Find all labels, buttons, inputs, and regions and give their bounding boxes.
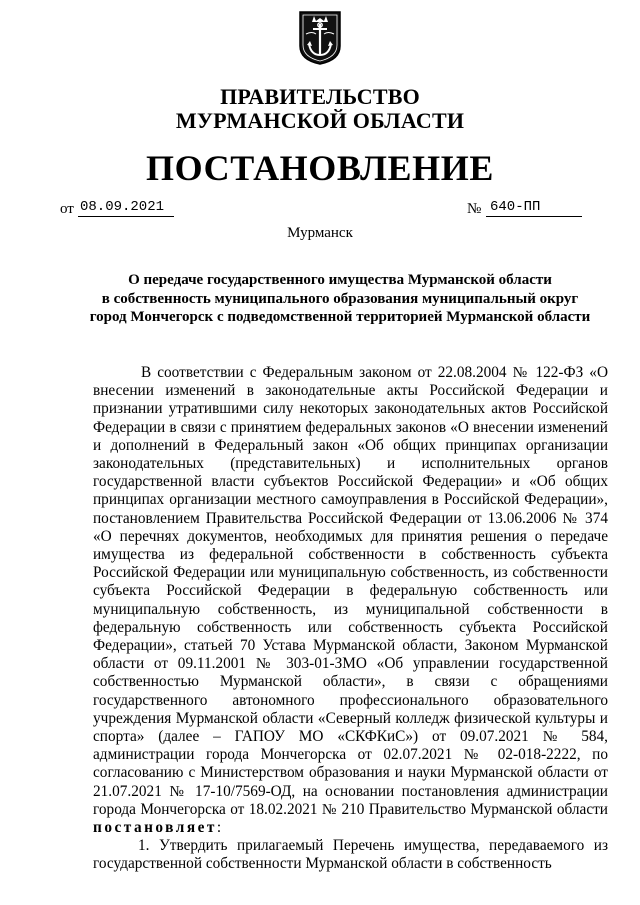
document-date: 08.09.2021 <box>78 199 174 217</box>
preamble-text: В соответствии с Федеральным законом от 22.08.2004 № 122-ФЗ «О внесении изменений в законодательные акты Российской Федерации и признании утратившими силу некоторых законодательных актов Российской Федерации в связи с принятием федеральных законов «О внесении изменений и дополнений в Федеральный закон «Об общих принципах организации законодательных (представительных) и исполнительных органов государственной власти субъектов Российской Федерации» и «Об общих принципах организации местного самоуправления в Российской Федерации», постановлением Правительства Российской Федерации от 13.06.2006 № 374 «О перечнях документов, необходимых для принятия решения о передаче имущества из федеральной собственности в собственность субъекта Российской Федерации или муниципальную собственность, из собственности субъекта Российской Федерации в федеральную собственность или муниципальную собственность, из муниципальной собственности в федеральную собственность или собственность субъекта Российской Федерации», статьей 70 Устава Мурманской области, Законом Мурманской области от 09.11.2001 № 303-01-ЗМО «Об управлении государственной собственностью Мурманской области», в связи с обращениями государственного автономного профессионального образовательного учреждения Мурманской области «Северный колледж физической культуры и спорта» (далее – ГАПОУ МО «СКФКиС») от 09.07.2021 № 584, администрации города Мончегорска от 02.07.2021 № 02-018-2222, по согласованию с Министерством образования и науки Мурманской области от 21.07.2021 № 17-10/7569-ОД, на основании постановления администрации города Мончегорска от 18.02.2021 № 210 Правительство Мурманской области <box>93 364 608 818</box>
document-subject <box>60 271 620 327</box>
document-type-title: ПОСТАНОВЛЕНИЕ <box>146 148 494 188</box>
subject-line: город Мончегорск с подведомственной территорией Мурманской области <box>89 309 591 325</box>
murmansk-region-coat-of-arms-icon <box>298 10 342 66</box>
decree-colon: : <box>216 819 222 837</box>
preamble-paragraph <box>93 364 608 837</box>
decree-item-1: 1. Утвердить прилагаемый Перечень имущества, передаваемого из государственной собственности Мурманской области в собственность <box>93 837 608 873</box>
subject-line: О передаче государственного имущества Мурманской области <box>128 272 552 288</box>
issue-city: Мурманск <box>287 225 353 241</box>
government-name-line2: МУРМАНСКОЙ ОБЛАСТИ <box>175 108 465 133</box>
subject-line: в собственность муниципального образования муниципальный округ <box>101 290 579 307</box>
document-body <box>93 364 608 874</box>
decree-word: постановляет <box>93 819 217 837</box>
number-prefix-label: № <box>467 201 482 217</box>
document-number: 640-ПП <box>486 199 582 217</box>
government-name-line1: ПРАВИТЕЛЬСТВО <box>220 84 420 109</box>
date-prefix-label: от <box>60 201 74 217</box>
